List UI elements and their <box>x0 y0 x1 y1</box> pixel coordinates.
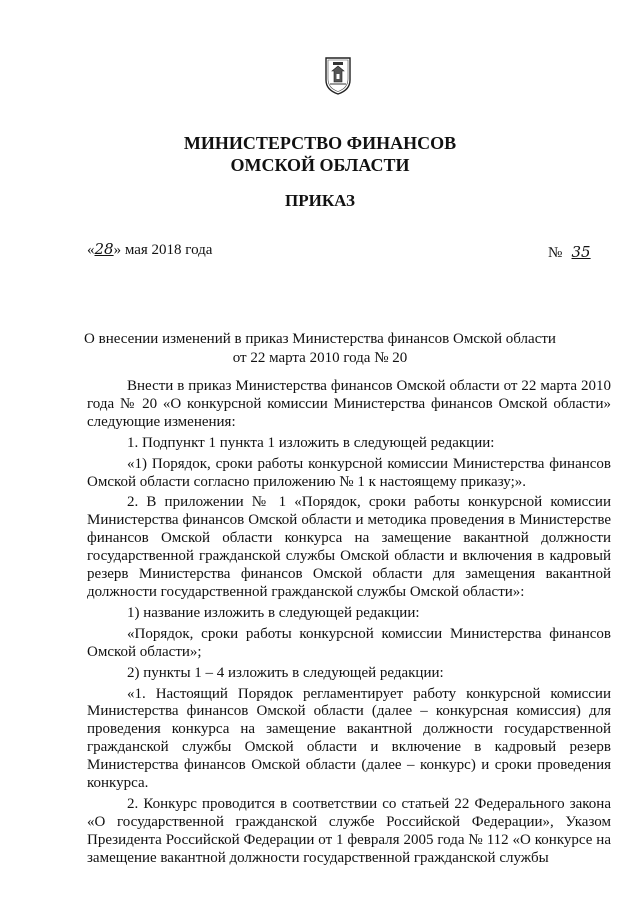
paragraph: 1) название изложить в следующей редакции: <box>127 604 420 621</box>
paragraph: 2) пункты 1 – 4 изложить в следующей редакции: <box>127 664 444 681</box>
paragraph: «Порядок, сроки работы конкурсной комиссии Министерства финансов Омской области»; <box>87 625 611 660</box>
ministry-name <box>0 132 640 176</box>
paragraph: «1) Порядок, сроки работы конкурсной комиссии Министерства финансов Омской области согласно приложению № 1 к настоящему приказу;». <box>87 455 611 490</box>
order-body <box>87 378 611 868</box>
title-line-2: от 22 марта 2010 года № 20 <box>232 350 408 366</box>
order-title <box>0 330 640 368</box>
date-open-quote: « <box>87 242 95 258</box>
paragraph: 1. Подпункт 1 пункта 1 изложить в следующей редакции: <box>127 434 495 451</box>
date-day: 28 <box>94 240 114 258</box>
paragraph: 2. Конкурс проводится в соответствии со статьей 22 Федерального закона «О государственной гражданской службе Российской Федерации», Указом Президента Российской Федерации от 1 февраля 2005 года № 112 «О конкурсе на замещение вакантной должности государственной гражданской службы <box>87 795 611 866</box>
paragraph: 2. В приложении № 1 «Порядок, сроки работы конкурсной комиссии Министерства финансов Омской области и методика проведения в Министерстве финансов Омской области конкурса на замещение вакантной должности государственной гражданской службы Омской области и включения в кадровый резерв Министерства финансов Омской области для замещения вакантной должности государственной гражданской службы Омской области»: <box>87 494 611 600</box>
paragraph: «1. Настоящий Порядок регламентирует работу конкурсной комиссии Министерства финансов Омской области (далее – конкурсная комиссия) для проведения конкурса на замещение вакантной должности государственной гражданской службы Омской области и включение в кадровый резерв Министерства финансов Омской области (далее – конкурс) и сроки проведения конкурса. <box>87 685 611 792</box>
document-type: ПРИКАЗ <box>285 191 355 210</box>
paragraph: Внести в приказ Министерства финансов Омской области от 22 марта 2010 года № 20 «О конкурсной комиссии Министерства финансов Омской области» следующие изменения: <box>87 378 611 430</box>
ministry-line-1: МИНИСТЕРСТВО ФИНАНСОВ <box>183 133 457 153</box>
date-rest: » мая 2018 года <box>113 242 213 258</box>
ministry-line-2: ОМСКОЙ ОБЛАСТИ <box>230 155 410 175</box>
coat-of-arms-icon <box>324 56 352 96</box>
number-label: № <box>548 245 563 261</box>
title-line-1: О внесении изменений в приказ Министерства финансов Омской области <box>84 331 556 347</box>
order-number <box>548 243 596 262</box>
order-date <box>87 240 212 259</box>
number-value: 35 <box>571 243 591 261</box>
